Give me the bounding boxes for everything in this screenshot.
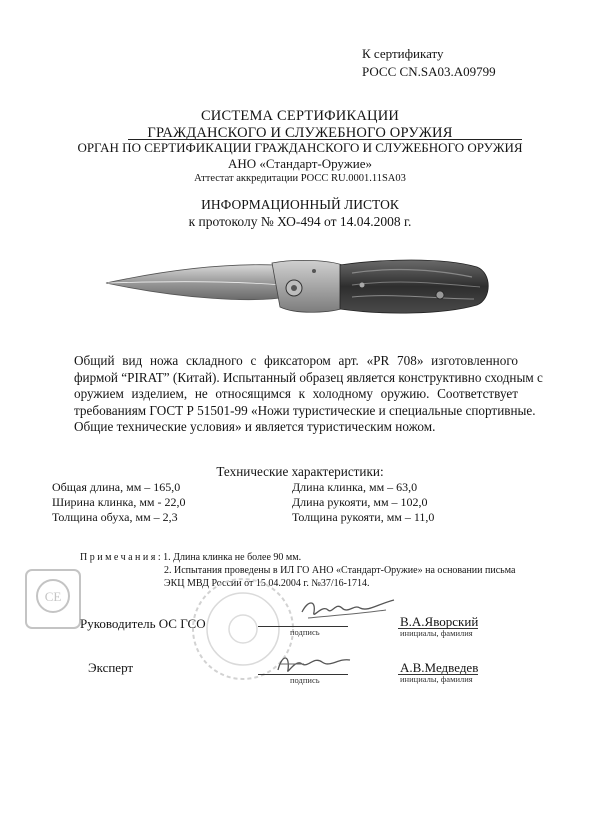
knife-blade (106, 265, 287, 300)
system-line1: СИСТЕМА СЕРТИФИКАЦИИ (200, 108, 400, 124)
spec-item: Ширина клинка, мм - 22,0 (52, 495, 186, 509)
description-line: фирмой “PIRAT” (Китай). Испытанный образец является конструктивно сходным с (74, 369, 543, 385)
spec-item: Толщина обуха, мм – 2,3 (52, 510, 178, 524)
name-caption: инициалы, фамилия (400, 674, 473, 684)
knife-photo (102, 255, 492, 327)
protocol-reference: к протоколу № ХО-494 от 14.04.2008 г. (188, 214, 412, 229)
signatory-role-expert: Эксперт (88, 660, 134, 675)
description-line: требованиям ГОСТ Р 51501-99 «Ножи туристические и специальные спортивные. (74, 402, 536, 418)
accreditation-attestat: Аттестат аккредитации РОСС RU.0001.11SA03 (194, 173, 406, 184)
notes-line1 (80, 551, 301, 564)
description-paragraph (74, 353, 543, 436)
organ-line1: ОРГАН ПО СЕРТИФИКАЦИИ ГРАЖДАНСКОГО И СЛУЖЕБНОГО ОРУЖИЯ (77, 140, 523, 155)
description-line: Общие технические условия» и является туристическим ножом. (74, 419, 436, 434)
handwritten-signature-icon (298, 594, 398, 626)
knife-bolster (272, 260, 347, 312)
certificate-reference (362, 45, 496, 81)
cert-ref-line2: РОСС CN.SA03.A09799 (362, 64, 496, 79)
signatory-name-head: В.А.Яворский (400, 614, 479, 629)
organ-line2: АНО «Стандарт-Оружие» (228, 156, 372, 171)
specs-right-column (292, 480, 434, 525)
knife-handle (340, 260, 488, 313)
certification-mark-text: СЕ (44, 589, 62, 604)
description-line: оружием изделием, не относящимся к холодному оружию. Соответствует (74, 386, 518, 401)
note-2-line1: 2. Испытания проведены в ИЛ ГО АНО «Стандарт-Оружие» на основании письма (164, 565, 516, 576)
specs-title: Технические характеристики: (216, 464, 384, 479)
signature-caption: подпись (290, 675, 320, 685)
certification-organ (0, 140, 600, 172)
signature-caption: подпись (290, 627, 320, 637)
signatory-role-head: Руководитель ОС ГСО (80, 616, 206, 631)
spec-item: Длина клинка, мм – 63,0 (292, 480, 418, 494)
system-line2: ГРАЖДАНСКОГО И СЛУЖЕБНОГО ОРУЖИЯ (147, 125, 453, 141)
spec-item: Общая длина, мм – 165,0 (52, 480, 181, 494)
note-2-line2: ЭКЦ МВД России от 15.04.2004 г. №37/16-1714. (164, 578, 370, 589)
certification-mark-icon (24, 568, 82, 630)
cert-ref-line1: К сертификату (362, 46, 444, 61)
notes-label: Примечания (80, 552, 158, 563)
name-caption: инициалы, фамилия (400, 628, 473, 638)
specs-left-column (52, 480, 186, 525)
note-1: : 1. Длина клинка не более 90 мм. (157, 552, 302, 563)
spec-item: Длина рукояти, мм – 102,0 (292, 495, 428, 509)
description-line: Общий вид ножа складного с фиксатором арт. «PR 708» изготовленного (74, 353, 518, 368)
info-title: ИНФОРМАЦИОННЫЙ ЛИСТОК (201, 197, 399, 212)
certification-system-title (0, 108, 600, 142)
info-sheet-heading (0, 196, 600, 230)
signatory-name-expert: А.В.Медведев (400, 660, 479, 675)
spec-item: Толщина рукояти, мм – 11,0 (292, 510, 435, 524)
